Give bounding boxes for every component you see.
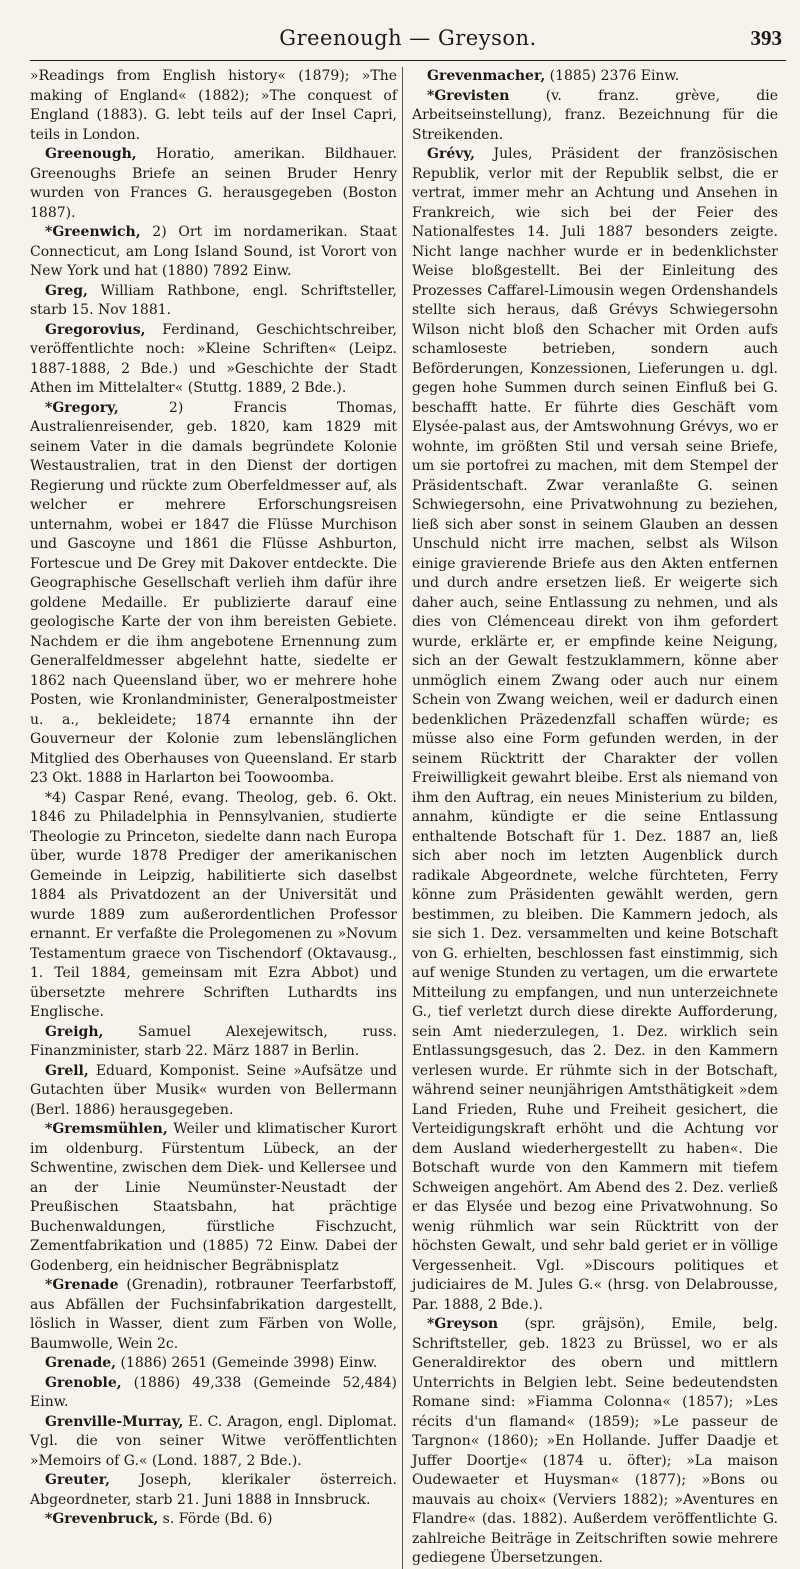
dictionary-entry <box>30 1354 397 1374</box>
dictionary-entry <box>30 282 397 321</box>
dictionary-entry <box>412 145 778 1315</box>
entry-text: Horatio, amerikan. Bildhauer. Greenoughs Briefe an seinen Bruder Henry wurden von Frances G. herausgegeben (Boston 1887). <box>30 146 397 221</box>
entry-text: (1885) 2376 Einw. <box>545 68 680 84</box>
entry-headword: Grenade, <box>45 1355 117 1371</box>
entry-text: (1886) 49,338 (Gemeinde 52,484) Einw. <box>30 1374 397 1410</box>
entry-headword: Grevenmacher, <box>427 68 546 84</box>
dictionary-entry <box>30 321 397 399</box>
entry-text: »Readings from English history« (1879); »The making of England« (1882); »The conquest of England (1883). G. lebt teils auf der Insel Capri, teils in London. <box>30 68 397 143</box>
dictionary-entry <box>30 1471 397 1510</box>
text-columns <box>30 67 786 1569</box>
entry-text: (Grenadin), rotbrauner Teerfarbstoff, aus Abfällen der Fuchsinfabrikation dargestellt, löslich in Wasser, dient zum Färben von Wolle, Baumwolle, Wein 2c. <box>30 1277 397 1352</box>
entry-text: Joseph, klerikaler österreich. Abgeordneter, starb 21. Juni 1888 in Innsbruck. <box>30 1472 397 1508</box>
right-column <box>402 67 778 1569</box>
dictionary-entry <box>30 145 397 223</box>
entry-text: (v. franz. grève, die Arbeitseinstellung), franz. Bezeichnung für die Streikenden. <box>412 87 778 143</box>
entry-text: 2) Francis Thomas, Australienreisender, geb. 1820, kam 1829 mit seinem Vater in die damals begründete Kolonie Westaustralien, trat in den Dienst der dortigen Regierung und rückte zum Oberfeldmesser auf, als welcher er mehrere Erforschungsreisen unternahm, wobei er 1847 die Flüsse Murchison und Gascoyne und 1861 die Flüsse Ashburton, Fortescue und De Grey mit Dakover entdeckte. Die Geographische Gesellschaft verlieh ihm dafür ihre goldene Medaille. Er publizierte darauf eine geologische Karte der von ihm bereisten Gebiete. Nachdem er die ihm angebotene Ernennung zum Generalfeldmesser abgelehnt hatte, siedelte er 1862 nach Queensland über, wo er mehrere hohe Posten, wie Kronlandminister, Generalpostmeister u. a., bekleidete; 1874 ernannte ihn der Gouverneur der Kolonie zum lebenslänglichen Mitglied des Oberhauses von Queensland. Er starb 23 Okt. 1888 in Harlarton bei Toowoomba. <box>30 399 397 786</box>
dictionary-entry <box>30 1374 397 1413</box>
dictionary-entry <box>30 1510 397 1530</box>
entry-text: *4) Caspar René, evang. Theolog, geb. 6. Okt. 1846 zu Philadelphia in Pennsylvanien, studierte Theologie zu Princeton, siedelte dann nach Europa über, wurde 1878 Prediger der amerikanischen Gemeinde in Leipzig, habilitierte sich daselbst 1884 als Privatdozent an der Universität und wurde 1889 zum außerordentlichen Professor ernannt. Er verfaßte die Prolegomenen zu »Novum Testamentum graece von Tischendorf (Oktavausg., 1. Teil 1884, gemeinsam mit Ezra Abbot) und übersetzte mehrere Schriften Luthardts ins Englische. <box>30 789 397 1020</box>
entry-headword: *Gremsmühlen, <box>45 1121 168 1137</box>
entry-text: (1886) 2651 (Gemeinde 3998) Einw. <box>116 1355 378 1371</box>
page-header <box>30 26 786 61</box>
entry-text: s. Förde (Bd. 6) <box>158 1511 273 1527</box>
dictionary-entry <box>30 1023 397 1062</box>
left-column <box>30 67 402 1569</box>
entry-headword: *Greyson <box>427 1316 499 1332</box>
dictionary-entry <box>30 789 397 1023</box>
entry-text: Ferdinand, Geschichtschreiber, veröffentlichte noch: »Kleine Schriften« (Leipz. 1887-1888, 2 Bde.) und »Geschichte der Stadt Athen im Mittelalter« (Stuttg. 1889, 2 Bde.). <box>30 321 397 396</box>
entry-text: Jules, Präsident der französischen Republik, verlor mit der Republik selbst, die er vertrat, immer mehr an Achtung und Ansehen in Frankreich, wie sich bei der Feier des Nationalfestes 14. Juli 1887 besonders zeigte. Nicht lange nachher wurde er in bedenklichster Weise bloßgestellt. Bei der Einleitung des Prozesses Caffarel-Limousin wegen Ordenshandels stellte sich heraus, daß Grévys Schwiegersohn Wilson nicht bloß den Schacher mit Orden aufs schamloseste betrieben, sondern auch Beförderungen, Konzessionen, Lieferungen u. dgl. gegen hohe Summen durch seinen Einfluß bei G. beschafft hatte. Er führte dies Geschäft vom Elysée-palast aus, der Amtswohnung Grévys, wo er wohnte, im größten Stil und versah seine Briefe, um sie portofrei zu machen, mit dem Stempel der Präsidentschaft. Zwar veranlaßte G. seinen Schwiegersohn, eine Privatwohnung zu beziehen, ließ sich aber sonst in seinem Glauben an dessen Unschuld nicht irre machen, selbst als Wilson einige gravierende Briefe aus den Akten entfernen und durch andre ersetzen ließ. Er weigerte sich daher auch, seine Entlassung zu nehmen, und als dies von Clémenceau direkt von ihm gefordert wurde, erklärte er, er empfinde keine Neigung, sich an der Gewalt festzuklammern, könne aber unmöglich einem Zwang oder auch nur einem Schein von Zwang weichen, weil er dadurch einen bedenklichen Präzedenzfall schaffen würde; es müsse also eine Form gefunden werden, in der seinem Rücktritt der Charakter der vollen Freiwilligkeit gewahrt bleibe. Erst als niemand von ihm den Auftrag, ein neues Ministerium zu bilden, annahm, kündigte er die seine Entlassung enthaltende Botschaft für 1. Dez. 1887 an, ließ sich aber noch im letzten Augenblick durch radikale Abgeordnete, welche fürchteten, Ferry könne zum Präsidenten gewählt werden, gern bestimmen, zu bleiben. Die Kammern jedoch, als sie sich 1. Dez. versammelten und keine Botschaft von G. erhielten, beschlossen fast einstimmig, sich auf wenige Stunden zu vertagen, um die erwartete Mitteilung zu empfangen, und nun unterzeichnete G., tief verletzt durch diese direkte Aufforderung, sein Amt niederzulegen, 1. Dez. wirklich sein Entlassungsgesuch, das 2. Dez. in den Kammern verlesen wurde. Er rühmte sich in der Botschaft, während seiner neunjährigen Amtsthätigkeit »dem Land Frieden, Ruhe und Freiheit gesichert, die Verteidigungskraft erhöht und die Achtung vor dem Ausland wiederhergestellt zu haben«. Die Botschaft wurde von den Kammern mit tiefem Schweigen angehört. Am Abend des 2. Dez. verließ er das Elysée und bezog eine Privatwohnung. So wenig rühmlich war sein Rücktritt von der höchsten Gewalt, und sehr bald geriet er in völlige Vergessenheit. Vgl. »Discours politiques et judiciaires de M. Jules G.« (hrsg. von Delabrousse, Par. 1888, 2 Bde.). <box>412 146 778 1313</box>
entry-headword: Grell, <box>45 1062 89 1079</box>
entry-headword: Grenville-Murray, <box>45 1413 184 1430</box>
dictionary-entry <box>30 399 397 789</box>
entry-headword: Grévy, <box>427 146 476 162</box>
running-head: Greenough — Greyson. <box>279 26 537 50</box>
dictionary-entry <box>30 1413 397 1472</box>
entry-text: Weiler und klimatischer Kurort im oldenburg. Fürstentum Lübeck, an der Schwentine, zwischen dem Diek- und Kellersee und an der Linie Neumünster-Neustadt der Preußischen Staatsbahn, hat prächtige Buchenwaldungen, fürstliche Fischzucht, Zementfabrikation und (1885) 72 Einw. Dabei der Godenberg, ein heidnischer Begräbnisplatz <box>30 1121 397 1274</box>
entry-headword: Gregorovius, <box>45 321 146 338</box>
dictionary-entry <box>412 1315 778 1569</box>
entry-text: Eduard, Komponist. Seine »Aufsätze und Gutachten über Musik« wurden von Bellermann (Berl. 1886) herausgegeben. <box>30 1062 397 1118</box>
entry-text: William Rathbone, engl. Schriftsteller, starb 15. Nov 1881. <box>30 282 397 318</box>
dictionary-entry <box>412 67 778 87</box>
page-number: 393 <box>750 26 782 50</box>
dictionary-entry <box>30 1276 397 1354</box>
entry-headword: *Grevisten <box>427 87 510 104</box>
dictionary-entry <box>412 87 778 146</box>
entry-text: 2) Ort im nordamerikan. Staat Connecticut, am Long Island Sound, ist Vorort von New York und hat (1880) 7892 Einw. <box>30 224 397 279</box>
entry-text: Samuel Alexejewitsch, russ. Finanzminister, starb 22. März 1887 in Berlin. <box>30 1023 397 1059</box>
entry-headword: *Gregory, <box>45 399 119 416</box>
entry-headword: *Grevenbruck, <box>45 1511 159 1527</box>
entry-headword: *Greenwich, <box>45 224 141 240</box>
entry-text: (spr. gräjsön), Emile, belg. Schriftsteller, geb. 1823 zu Brüssel, wo er als Generaldirektor des obern und mittlern Unterrichts in Belgien lebt. Seine bedeutendsten Romane sind: »Fiamma Colonna« (1857); »Les récits d'un flamand« (1859); »Le passeur de Targnon« (1860); »En Hollande. Juffer Daadje et Juffer Doortje« (1874 u. öfter); »La maison Oudewaeter et Huysman« (1877); »Bons ou mauvais au choix« (Verviers 1882); »Aventures en Flandre« (das. 1882). Außerdem veröffentlichte G. zahlreiche Beiträge in Zeitschriften sowie mehrere gediegene Übersetzungen. <box>412 1316 778 1566</box>
entry-headword: Greigh, <box>45 1023 104 1040</box>
entry-headword: *Grenade <box>45 1277 119 1293</box>
dictionary-entry <box>30 1062 397 1121</box>
dictionary-entry <box>30 67 397 145</box>
dictionary-entry <box>30 1120 397 1276</box>
dictionary-entry <box>30 223 397 282</box>
entry-headword: Greuter, <box>45 1472 111 1488</box>
entry-text: E. C. Aragon, engl. Diplomat. Vgl. die von seiner Witwe veröffentlichten »Memoirs of G.« (Lond. 1887, 2 Bde.). <box>30 1413 397 1469</box>
entry-headword: Greenough, <box>45 146 137 162</box>
entry-headword: Greg, <box>45 282 88 299</box>
entry-headword: Grenoble, <box>45 1374 122 1391</box>
